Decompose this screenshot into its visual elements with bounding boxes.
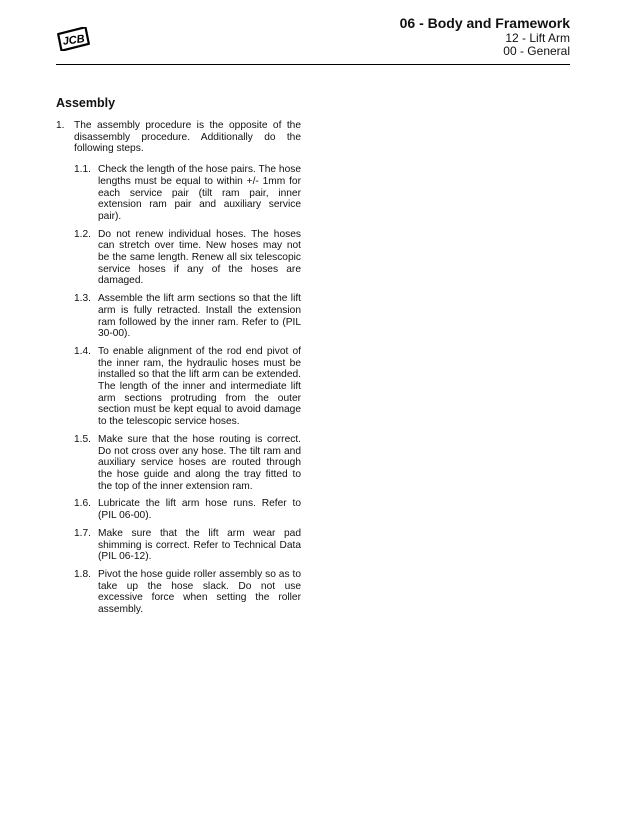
substep-item — [74, 164, 301, 223]
substep-item — [74, 498, 301, 521]
substep-number: 1.7. — [74, 527, 91, 539]
substep-number: 1.4. — [74, 345, 91, 357]
jcb-logo — [56, 27, 90, 51]
substep-number: 1.5. — [74, 433, 91, 445]
substep-number: 1.1. — [74, 164, 91, 176]
substep-item — [74, 569, 301, 616]
substep-text: Do not renew individual hoses. The hoses can stretch over time. New hoses may not be the same length. Renew all six telescopic service hoses if any of the hoses are damaged. — [98, 228, 301, 287]
chapter-title: 06 - Body and Framework — [399, 15, 570, 31]
substep-item — [74, 528, 301, 563]
logo-lettering: JCB — [61, 32, 86, 48]
subsection-title: 00 - General — [503, 44, 570, 58]
substep-text: Assemble the lift arm sections so that the lift arm is fully retracted. Install the extension ram followed by the inner ram. Refer to (PIL 30-00). — [98, 293, 301, 340]
substep-text: Make sure that the lift arm wear pad shimming is correct. Refer to Technical Data (PIL 06-12). — [98, 527, 301, 563]
substep-item — [74, 346, 301, 428]
procedure-content — [56, 120, 301, 622]
substep-number: 1.3. — [74, 293, 91, 305]
page-header — [400, 15, 570, 58]
substep-item — [74, 434, 301, 493]
substep-number: 1.8. — [74, 568, 91, 580]
substep-number: 1.6. — [74, 498, 91, 510]
substep-item — [74, 293, 301, 340]
substep-number: 1.2. — [74, 228, 91, 240]
step-text: The assembly procedure is the opposite of the disassembly procedure. Additionally do the following steps. — [74, 120, 301, 155]
substep-text: Check the length of the hose pairs. The hose lengths must be equal to within +/- 1mm for each service pair (tilt ram pair, inner extension ram pair and auxiliary service pair). — [98, 164, 301, 222]
substep-text: Pivot the hose guide roller assembly so as to take up the hose slack. Do not use excessive force when setting the roller assembly. — [98, 568, 301, 616]
substep-list — [56, 164, 301, 616]
substep-item — [74, 229, 301, 288]
section-title: 12 - Lift Arm — [505, 31, 570, 45]
section-heading: Assembly — [56, 96, 116, 110]
substep-text: Make sure that the hose routing is correct. Do not cross over any hose. The tilt ram and auxiliary service hoses are routed through the hose guide and along the tray fitted to the top of the inner extension ram. — [98, 433, 301, 492]
substep-text: Lubricate the lift arm hose runs. Refer to (PIL 06-00). — [98, 498, 301, 522]
header-divider — [56, 64, 570, 65]
substep-text: To enable alignment of the rod end pivot of the inner ram, the hydraulic hoses must be installed so that the lift arm can be extended. The length of the inner and intermediate lift arm sections protruding from the outer section must be kept equal to avoid damage to the telescopic service hoses. — [98, 345, 301, 428]
step-number: 1. — [56, 120, 65, 131]
procedure-step — [56, 120, 301, 155]
